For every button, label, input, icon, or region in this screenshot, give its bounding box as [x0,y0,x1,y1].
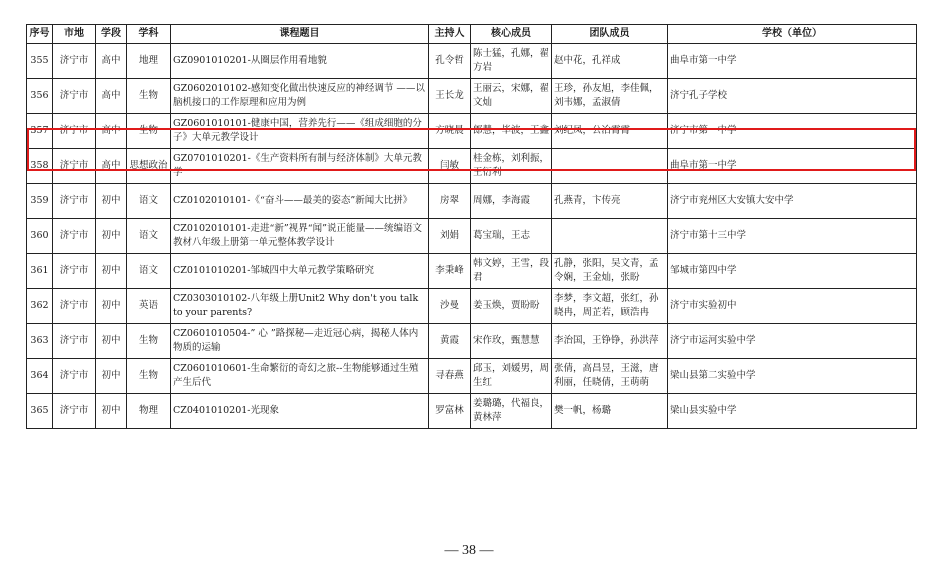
cell-team-members: 孔燕青，卞传亮 [552,184,668,219]
table-row [27,114,917,149]
cell-city: 济宁市 [53,324,96,359]
cell-city: 济宁市 [53,359,96,394]
cell-host: 王长龙 [429,79,471,114]
cell-core-members: 姜璐璐，代福良，黄林萍 [471,394,552,429]
page-number: — 38 — [444,543,494,558]
cell-city: 济宁市 [53,79,96,114]
cell-school: 济宁市实验初中 [668,289,917,324]
cell-stage: 高中 [96,79,127,114]
cell-host: 黄霞 [429,324,471,359]
cell-city: 济宁市 [53,149,96,184]
cell-course-title: GZ0601010101-健康中国，营养先行——《组成细胞的分子》大单元教学设计 [171,114,429,149]
cell-stage: 初中 [96,359,127,394]
header-col-city: 市地 [53,25,96,44]
cell-host: 沙曼 [429,289,471,324]
cell-stage: 高中 [96,149,127,184]
cell-index: 362 [27,289,53,324]
cell-core-members: 邱玉，刘媛男，周生红 [471,359,552,394]
cell-core-members: 周娜，李海霞 [471,184,552,219]
cell-subject: 生物 [127,79,171,114]
cell-team-members [552,219,668,254]
cell-core-members: 葛宝瑞，王志 [471,219,552,254]
header-col-course-title: 课程题目 [171,25,429,44]
cell-team-members: 张倩，高昌昱，王滋，唐利丽，任晓倩，王萌萌 [552,359,668,394]
cell-team-members: 刘纪凤，公冶霄霄 [552,114,668,149]
table-row [27,219,917,254]
header-col-team-members: 团队成员 [552,25,668,44]
cell-school: 梁山县实验中学 [668,394,917,429]
cell-core-members: 宋作玫，甄慧慧 [471,324,552,359]
cell-course-title: CZ0102010101-《“奋斗——最美的姿态”新闻大比拼》 [171,184,429,219]
cell-course-title: CZ0102010101-走进“新”视界“闻”说正能量——统编语文教材八年级上册第一单元整体教学设计 [171,219,429,254]
cell-stage: 高中 [96,44,127,79]
cell-school: 邹城市第四中学 [668,254,917,289]
cell-city: 济宁市 [53,289,96,324]
table-row [27,79,917,114]
cell-subject: 生物 [127,359,171,394]
header-col-school: 学校（单位） [668,25,917,44]
cell-host: 李秉峰 [429,254,471,289]
cell-stage: 高中 [96,114,127,149]
cell-subject: 语文 [127,184,171,219]
cell-stage: 初中 [96,394,127,429]
cell-subject: 英语 [127,289,171,324]
cell-core-members: 桂金栋，刘利振，王衍利 [471,149,552,184]
cell-host: 闫敏 [429,149,471,184]
cell-index: 361 [27,254,53,289]
cell-course-title: CZ0401010201-光现象 [171,394,429,429]
cell-host: 方晓晨 [429,114,471,149]
cell-team-members: 王珍，孙友旭，李佳佩，刘韦娜，孟淑倩 [552,79,668,114]
cell-subject: 生物 [127,324,171,359]
cell-course-title: CZ0601010504-” 心 ”路探秘—走近冠心病，揭秘人体内物质的运输 [171,324,429,359]
table-row [27,254,917,289]
cell-school: 济宁孔子学校 [668,79,917,114]
cell-subject: 地理 [127,44,171,79]
cell-city: 济宁市 [53,219,96,254]
cell-index: 358 [27,149,53,184]
cell-host: 寻春燕 [429,359,471,394]
cell-host: 罗富林 [429,394,471,429]
cell-index: 363 [27,324,53,359]
cell-host: 刘娟 [429,219,471,254]
table-header-row [27,25,917,44]
table-row [27,184,917,219]
cell-team-members [552,149,668,184]
cell-index: 359 [27,184,53,219]
cell-subject: 生物 [127,114,171,149]
header-col-core-members: 核心成员 [471,25,552,44]
cell-city: 济宁市 [53,114,96,149]
header-col-subject: 学科 [127,25,171,44]
cell-host: 孔令哲 [429,44,471,79]
cell-core-members: 郎慧，毕波，王鑫 [471,114,552,149]
cell-subject: 物理 [127,394,171,429]
cell-core-members: 陈士猛，孔娜，翟方岩 [471,44,552,79]
cell-course-title: GZ0901010201-从圈层作用看地貌 [171,44,429,79]
cell-host: 房翠 [429,184,471,219]
cell-index: 356 [27,79,53,114]
cell-core-members: 姜玉焕，贾盼盼 [471,289,552,324]
cell-subject: 思想政治 [127,149,171,184]
cell-school: 曲阜市第一中学 [668,44,917,79]
header-col-index: 序号 [27,25,53,44]
cell-course-title: GZ0701010201-《生产资料所有制与经济体制》大单元教学 [171,149,429,184]
table-row [27,394,917,429]
cell-school: 曲阜市第一中学 [668,149,917,184]
cell-stage: 初中 [96,324,127,359]
cell-city: 济宁市 [53,254,96,289]
table-row [27,359,917,394]
cell-index: 355 [27,44,53,79]
header-col-stage: 学段 [96,25,127,44]
cell-subject: 语文 [127,254,171,289]
course-table [26,24,917,429]
cell-team-members: 樊一帆，杨璐 [552,394,668,429]
cell-course-title: GZ0602010102-感知变化做出快速反应的神经调节 ——以脑机接口的工作原理和应用为例 [171,79,429,114]
cell-index: 365 [27,394,53,429]
cell-school: 梁山县第二实验中学 [668,359,917,394]
cell-course-title: CZ0303010102-八年级上册Unit2 Why don't you talk to your parents? [171,289,429,324]
header-col-host: 主持人 [429,25,471,44]
cell-index: 360 [27,219,53,254]
cell-city: 济宁市 [53,184,96,219]
cell-stage: 初中 [96,219,127,254]
cell-school: 济宁市兖州区大安镇大安中学 [668,184,917,219]
table-row [27,324,917,359]
cell-course-title: CZ0601010601-生命繁衍的奇幻之旅--生物能够通过生殖产生后代 [171,359,429,394]
cell-stage: 初中 [96,184,127,219]
cell-core-members: 王丽云，宋娜，翟文灿 [471,79,552,114]
cell-team-members: 孔静，张阳，吴文青，孟令娴，王金灿，张盼 [552,254,668,289]
cell-index: 357 [27,114,53,149]
cell-course-title: CZ0101010201-邹城四中大单元教学策略研究 [171,254,429,289]
cell-city: 济宁市 [53,44,96,79]
cell-team-members: 李治国，王铮铮，孙洪萍 [552,324,668,359]
cell-school: 济宁市第一中学 [668,114,917,149]
table-row [27,289,917,324]
table-row [27,149,917,184]
cell-school: 济宁市第十三中学 [668,219,917,254]
cell-subject: 语文 [127,219,171,254]
cell-city: 济宁市 [53,394,96,429]
cell-team-members: 李梦，李文超，张红，孙晓冉，周芷若，顾浩冉 [552,289,668,324]
table-row [27,44,917,79]
cell-school: 济宁市运河实验中学 [668,324,917,359]
cell-stage: 初中 [96,254,127,289]
cell-team-members: 赵中花，孔祥成 [552,44,668,79]
cell-core-members: 韩文婷，王雪，段君 [471,254,552,289]
cell-index: 364 [27,359,53,394]
cell-stage: 初中 [96,289,127,324]
